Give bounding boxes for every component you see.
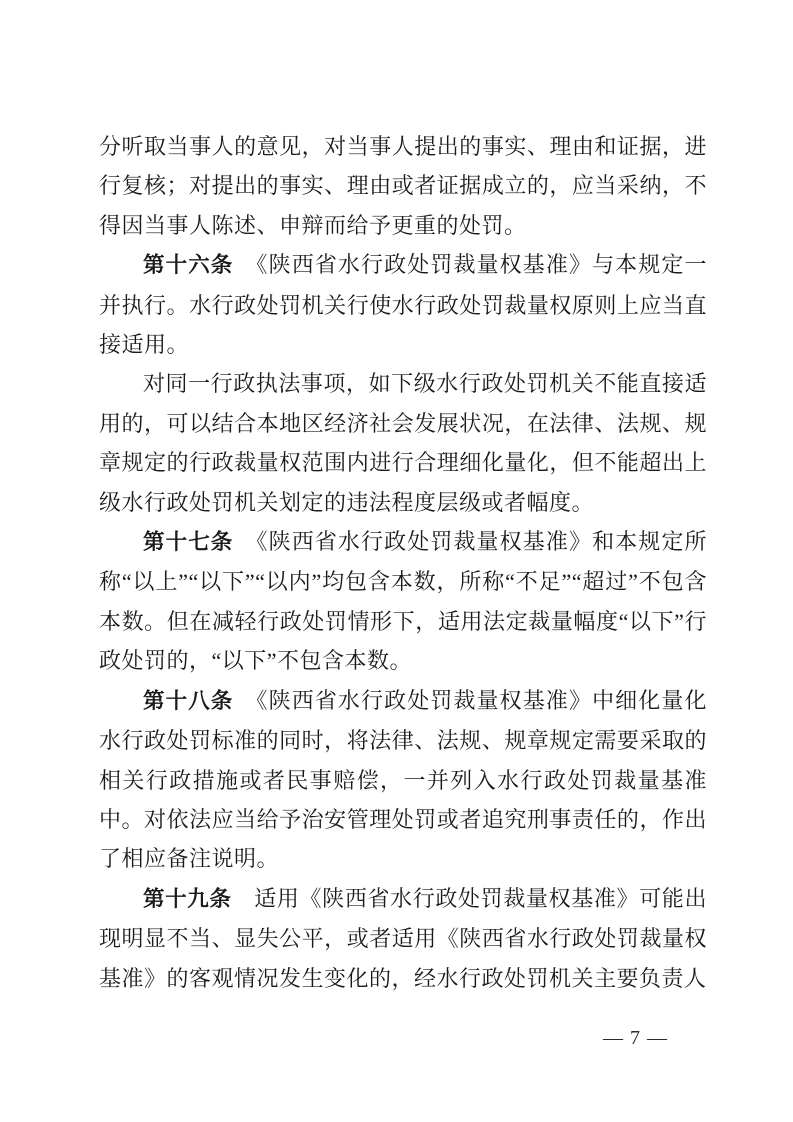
paragraph — [99, 681, 707, 879]
paragraph-text: 适用《陕西省水行政处罚裁量权基准》可能出现明显不当、显失公平，或者适用《陕西省水行政处罚裁量权基准》的客观情况发生变化的，经水行政处罚机关主要负责人 — [99, 885, 707, 991]
paragraph-text: 《陕西省水行政处罚裁量权基准》中细化量化水行政处罚标准的同时，将法律、法规、规章规定需要采取的相关行政措施或者民事赔偿，一并列入水行政处罚裁量基准中。对依法应当给予治安管理处罚或者追究刑事责任的，作出了相应备注说明。 — [99, 687, 707, 872]
paragraph-text: 《陕西省水行政处罚裁量权基准》和本规定所称“以上”“以下”“以内”均包含本数，所称“不足”“超过”不包含本数。但在减轻行政处罚情形下，适用法定裁量幅度“以下”行政处罚的，“以下”不包含本数。 — [99, 529, 707, 674]
paragraph — [99, 127, 707, 245]
paragraph — [99, 879, 707, 998]
article-number: 第十六条 — [143, 253, 234, 278]
paragraph-text: 《陕西省水行政处罚裁量权基准》与本规定一并执行。水行政处罚机关行使水行政处罚裁量权原则上应当直接适用。 — [99, 252, 707, 358]
article-number: 第十七条 — [143, 530, 234, 555]
paragraph — [99, 522, 707, 681]
page-number: — 7 — — [603, 1027, 668, 1049]
paragraph — [99, 245, 707, 364]
article-number: 第十八条 — [143, 688, 234, 713]
paragraph-text: 分听取当事人的意见，对当事人提出的事实、理由和证据，进行复核；对提出的事实、理由或者证据成立的，应当采纳，不得因当事人陈述、申辩而给予更重的处罚。 — [99, 134, 707, 238]
paragraph — [99, 364, 707, 522]
document-body — [99, 127, 707, 998]
paragraph-text: 对同一行政执法事项，如下级水行政处罚机关不能直接适用的，可以结合本地区经济社会发展状况，在法律、法规、规章规定的行政裁量权范围内进行合理细化量化，但不能超出上级水行政处罚机关划定的违法程度层级或者幅度。 — [99, 371, 707, 515]
article-number: 第十九条 — [143, 886, 232, 911]
